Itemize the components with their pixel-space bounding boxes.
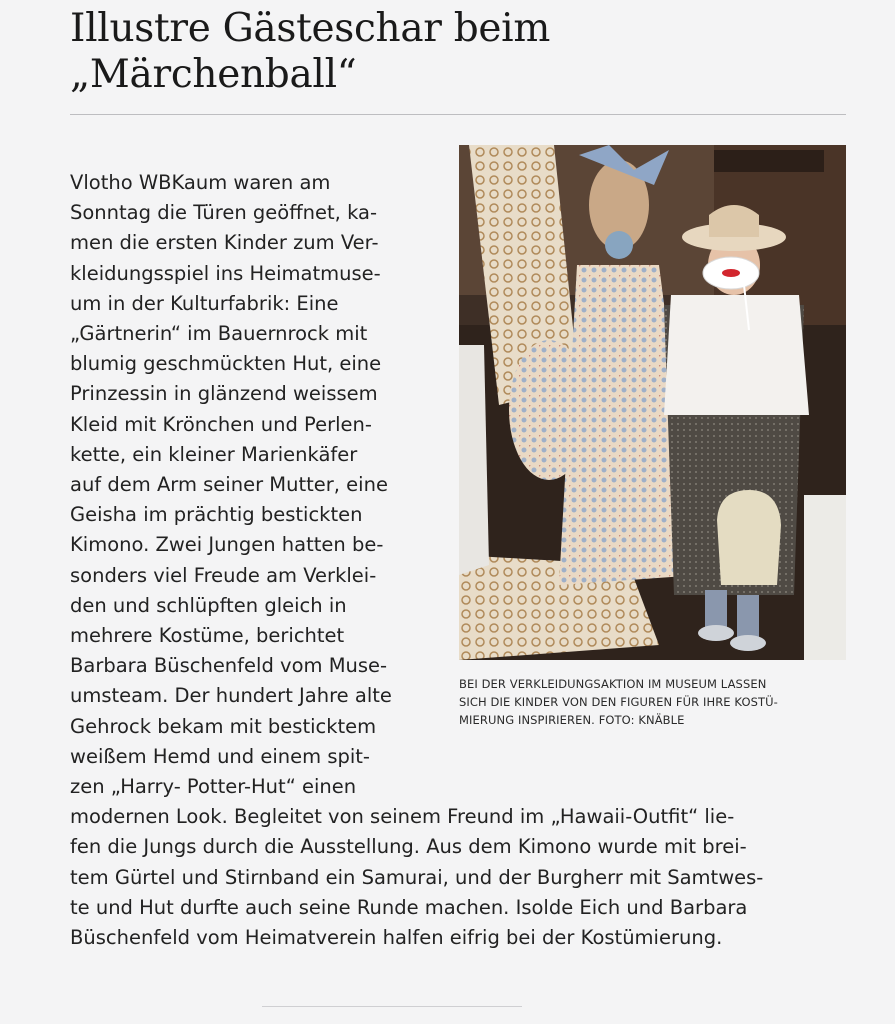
body-line: Geisha im prächtig bestickten xyxy=(70,503,363,527)
headline xyxy=(70,6,830,98)
body-line: men die ersten Kinder zum Ver- xyxy=(70,231,379,255)
headline-divider xyxy=(70,114,846,115)
body-line: Kleid mit Krönchen und Perlen- xyxy=(70,412,372,436)
body-line: Barbara Büschenfeld vom Muse- xyxy=(70,654,388,678)
body-line: zen „Harry- Potter-Hut“ einen xyxy=(70,775,357,798)
footer-divider xyxy=(262,1006,522,1007)
body-line: mehrere Kostüme, berichtet xyxy=(70,624,345,647)
caption-line: SICH DIE KINDER VON DEN FIGUREN FÜR IHRE KOSTÜ- xyxy=(459,695,778,709)
body-line: fen die Jungs durch die Ausstellung. Aus dem Kimono wurde mit brei- xyxy=(70,835,747,859)
body-line: weißem Hemd und einem spit- xyxy=(70,744,370,768)
body-line: Büschenfeld vom Heimatverein halfen eifrig bei der Kostümierung. xyxy=(70,926,723,949)
body-line: tem Gürtel und Stirnband ein Samurai, und der Burgherr mit Samtwes- xyxy=(70,865,764,889)
body-line: kette, ein kleiner Marienkäfer xyxy=(70,442,358,466)
body-line: Sonntag die Türen geöffnet, ka- xyxy=(70,201,378,225)
body-line: blumig geschmückten Hut, eine xyxy=(70,352,382,376)
headline-line: „Märchenball“ xyxy=(70,52,357,97)
body-line: um in der Kulturfabrik: Eine xyxy=(70,291,339,315)
body-line: kleidungsspiel ins Heimatmuse- xyxy=(70,261,381,285)
headline-line: Illustre Gästeschar beim xyxy=(70,6,551,51)
article-photo xyxy=(459,145,846,660)
body-line: Prinzessin in glänzend weissem xyxy=(70,382,378,406)
body-line: te und Hut durfte auch seine Runde machen. Isolde Eich und Barbara xyxy=(70,895,748,919)
body-line: „Gärtnerin“ im Bauernrock mit xyxy=(70,322,368,345)
body-line: den und schlüpften gleich in xyxy=(70,593,347,617)
body-line: Vlotho WBKaum waren am xyxy=(70,171,331,194)
caption-line: BEI DER VERKLEIDUNGSAKTION IM MUSEUM LASSEN xyxy=(459,677,767,691)
body-line: Gehrock bekam mit besticktem xyxy=(70,714,377,738)
body-line: umsteam. Der hundert Jahre alte xyxy=(70,684,392,708)
photo-caption xyxy=(459,675,849,729)
body-line: auf dem Arm seiner Mutter, eine xyxy=(70,473,388,496)
photo-illustration xyxy=(459,145,846,660)
caption-line: MIERUNG INSPIRIEREN. FOTO: KNÄBLE xyxy=(459,713,685,727)
body-line: sonders viel Freude am Verklei- xyxy=(70,563,377,587)
body-line: modernen Look. Begleitet von seinem Freund im „Hawaii-Outfit“ lie- xyxy=(70,805,735,829)
body-line: Kimono. Zwei Jungen hatten be- xyxy=(70,533,384,557)
